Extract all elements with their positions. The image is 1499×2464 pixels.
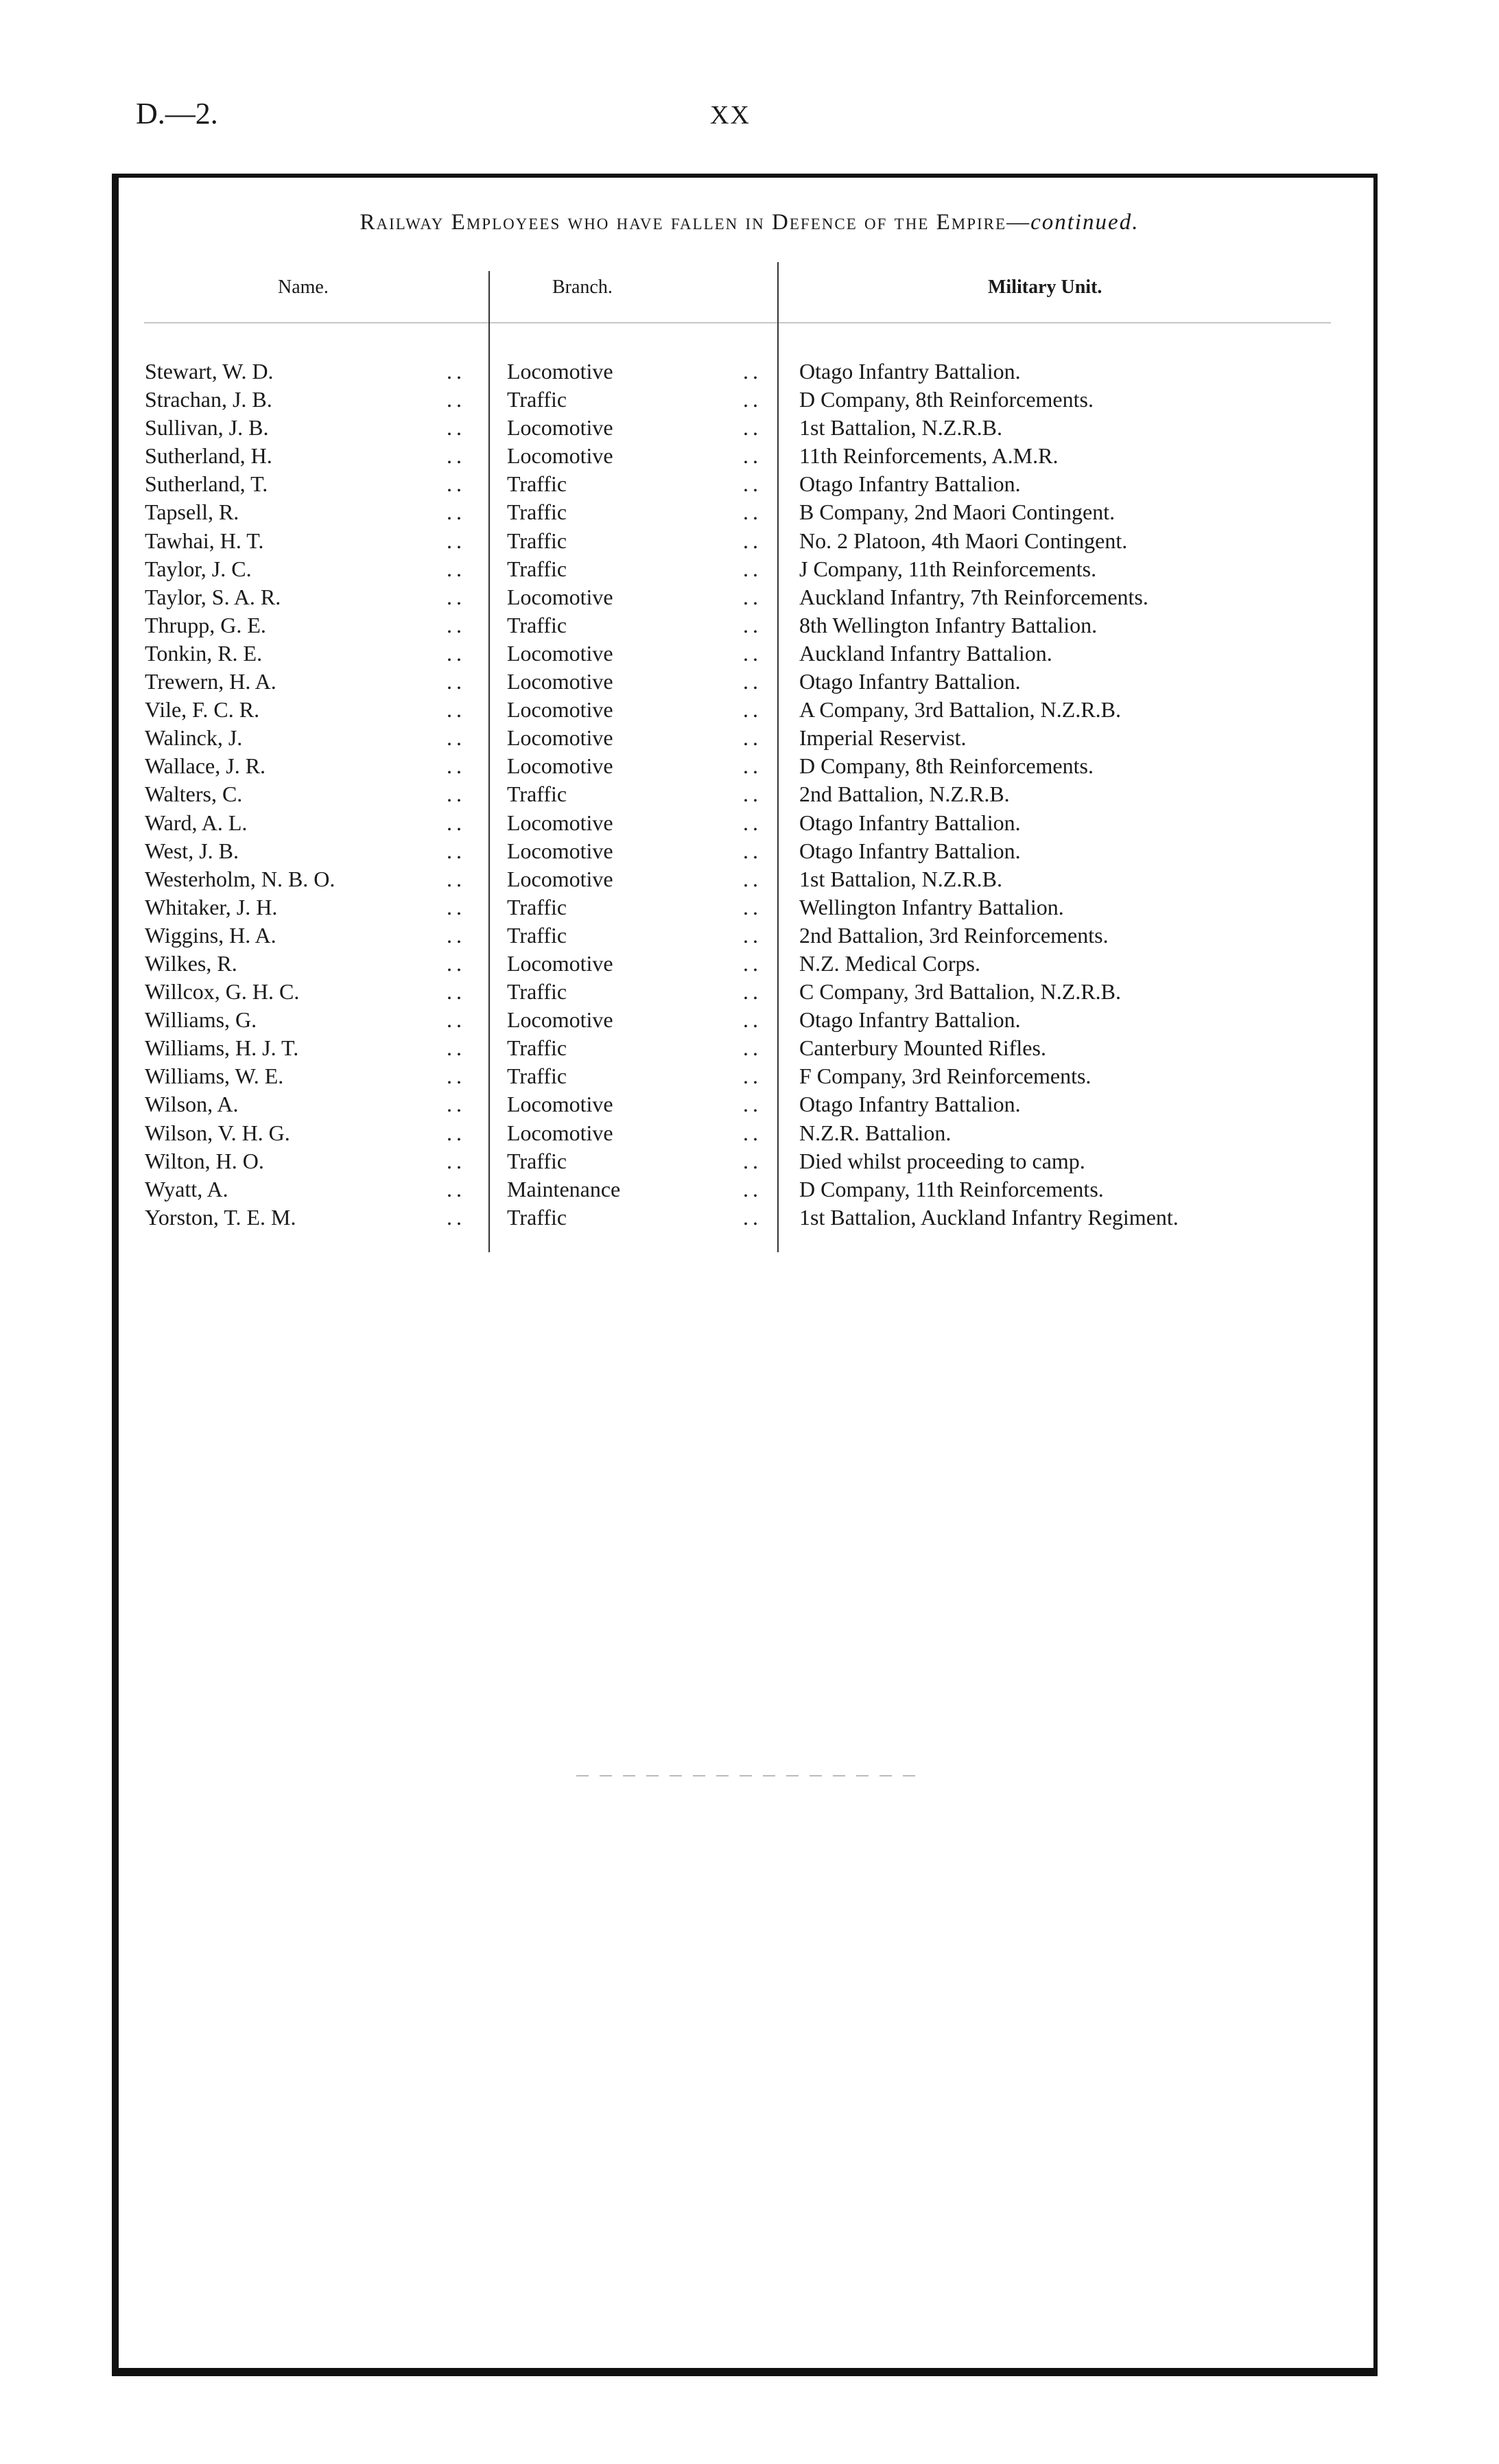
employee-branch: Traffic bbox=[507, 1035, 567, 1061]
military-unit: Otago Infantry Battalion. bbox=[799, 810, 1021, 835]
employee-name: Williams, H. J. T. bbox=[145, 1035, 299, 1061]
table-row bbox=[145, 1147, 1366, 1175]
employee-branch: Locomotive bbox=[507, 1120, 613, 1145]
leader-dots: .. bbox=[447, 359, 466, 384]
employee-name: Vile, F. C. R. bbox=[145, 697, 260, 723]
employee-name: Taylor, J. C. bbox=[145, 556, 252, 581]
leader-dots: .. bbox=[447, 1064, 466, 1089]
leader-dots: .. bbox=[447, 922, 466, 948]
leader-dots: .. bbox=[743, 979, 762, 1005]
leader-dots: .. bbox=[743, 1092, 762, 1117]
leader-dots: .. bbox=[447, 387, 466, 412]
table-title-main: Railway Employees who have fallen in Defence of the Empire— bbox=[359, 210, 1031, 235]
employee-branch: Traffic bbox=[507, 471, 567, 497]
employee-branch: Locomotive bbox=[507, 725, 613, 751]
employee-branch: Locomotive bbox=[507, 753, 613, 779]
employee-branch: Locomotive bbox=[507, 415, 613, 441]
military-unit: N.Z.R. Battalion. bbox=[799, 1120, 952, 1145]
column-header-unit: Military Unit. bbox=[988, 277, 1102, 298]
table-title bbox=[0, 210, 1499, 235]
table-row bbox=[145, 1034, 1366, 1062]
employee-branch: Traffic bbox=[507, 528, 567, 553]
leader-dots: .. bbox=[447, 1092, 466, 1117]
military-unit: Otago Infantry Battalion. bbox=[799, 471, 1021, 497]
leader-dots: .. bbox=[447, 669, 466, 694]
employee-branch: Traffic bbox=[507, 782, 567, 807]
employee-branch: Traffic bbox=[507, 556, 567, 581]
leader-dots: .. bbox=[447, 556, 466, 581]
table-row bbox=[145, 1175, 1366, 1204]
military-unit: 1st Battalion, Auckland Infantry Regiment. bbox=[799, 1204, 1179, 1230]
employee-name: Willcox, G. H. C. bbox=[145, 979, 300, 1005]
leader-dots: .. bbox=[743, 1120, 762, 1145]
employee-branch: Traffic bbox=[507, 387, 567, 412]
employee-name: Whitaker, J. H. bbox=[145, 894, 278, 919]
document-reference: D.—2. bbox=[136, 97, 218, 130]
table-row bbox=[145, 640, 1366, 668]
leader-dots: .. bbox=[743, 894, 762, 919]
military-unit: Auckland Infantry Battalion. bbox=[799, 640, 1052, 666]
leader-dots: .. bbox=[447, 810, 466, 835]
table-row bbox=[145, 527, 1366, 555]
leader-dots: .. bbox=[447, 782, 466, 807]
table-row bbox=[145, 555, 1366, 583]
leader-dots: .. bbox=[447, 1120, 466, 1145]
employee-branch: Locomotive bbox=[507, 443, 613, 469]
military-unit: D Company, 8th Reinforcements. bbox=[799, 387, 1094, 412]
military-unit: D Company, 11th Reinforcements. bbox=[799, 1176, 1104, 1201]
table-row bbox=[145, 893, 1366, 922]
table-row bbox=[145, 1090, 1366, 1118]
employee-branch: Traffic bbox=[507, 894, 567, 919]
table-row bbox=[145, 414, 1366, 442]
employee-name: West, J. B. bbox=[145, 838, 239, 863]
employee-name: Walinck, J. bbox=[145, 725, 243, 751]
employee-name: Sutherland, H. bbox=[145, 443, 272, 469]
table-row bbox=[145, 865, 1366, 893]
leader-dots: .. bbox=[743, 471, 762, 497]
table-row bbox=[145, 1006, 1366, 1034]
military-unit: Auckland Infantry, 7th Reinforcements. bbox=[799, 584, 1148, 609]
table-row bbox=[145, 696, 1366, 724]
leader-dots: .. bbox=[743, 922, 762, 948]
leader-dots: .. bbox=[743, 810, 762, 835]
table-row bbox=[145, 724, 1366, 752]
leader-dots: .. bbox=[743, 1007, 762, 1033]
employee-branch: Locomotive bbox=[507, 866, 613, 891]
table-title-continued: continued. bbox=[1030, 210, 1140, 235]
employee-name: Wiggins, H. A. bbox=[145, 922, 276, 948]
employee-branch: Locomotive bbox=[507, 950, 613, 976]
leader-dots: .. bbox=[447, 1007, 466, 1033]
employee-name: Williams, G. bbox=[145, 1007, 257, 1033]
employee-name: Wallace, J. R. bbox=[145, 753, 266, 779]
employee-name: Wilson, A. bbox=[145, 1092, 239, 1117]
table-row bbox=[145, 809, 1366, 837]
military-unit: D Company, 8th Reinforcements. bbox=[799, 753, 1094, 779]
column-header-name: Name. bbox=[278, 277, 329, 298]
military-unit: Otago Infantry Battalion. bbox=[799, 1007, 1021, 1033]
employee-name: Trewern, H. A. bbox=[145, 669, 276, 694]
table-row bbox=[145, 442, 1366, 470]
leader-dots: .. bbox=[743, 1148, 762, 1173]
military-unit: Otago Infantry Battalion. bbox=[799, 669, 1021, 694]
table-row bbox=[145, 1062, 1366, 1090]
employee-branch: Locomotive bbox=[507, 838, 613, 863]
military-unit: Wellington Infantry Battalion. bbox=[799, 894, 1064, 919]
leader-dots: .. bbox=[447, 500, 466, 525]
leader-dots: .. bbox=[743, 612, 762, 637]
employee-name: Sutherland, T. bbox=[145, 471, 268, 497]
military-unit: Imperial Reservist. bbox=[799, 725, 967, 751]
leader-dots: .. bbox=[743, 725, 762, 751]
table-row bbox=[145, 922, 1366, 950]
employee-branch: Traffic bbox=[507, 922, 567, 948]
military-unit: 2nd Battalion, N.Z.R.B. bbox=[799, 782, 1010, 807]
employee-branch: Traffic bbox=[507, 1064, 567, 1089]
column-header-branch: Branch. bbox=[552, 277, 613, 298]
leader-dots: .. bbox=[447, 753, 466, 779]
employee-branch: Locomotive bbox=[507, 697, 613, 723]
employee-name: Tapsell, R. bbox=[145, 500, 239, 525]
leader-dots: .. bbox=[447, 725, 466, 751]
leader-dots: .. bbox=[743, 415, 762, 441]
table-row bbox=[145, 611, 1366, 640]
employee-name: Wyatt, A. bbox=[145, 1176, 228, 1201]
leader-dots: .. bbox=[743, 584, 762, 609]
leader-dots: .. bbox=[743, 669, 762, 694]
leader-dots: .. bbox=[447, 838, 466, 863]
employee-branch: Traffic bbox=[507, 979, 567, 1005]
employee-name: Thrupp, G. E. bbox=[145, 612, 266, 637]
employee-name: Stewart, W. D. bbox=[145, 359, 274, 384]
leader-dots: .. bbox=[743, 528, 762, 553]
leader-dots: .. bbox=[447, 1035, 466, 1061]
military-unit: N.Z. Medical Corps. bbox=[799, 950, 980, 976]
employee-name: Wilton, H. O. bbox=[145, 1148, 264, 1173]
military-unit: No. 2 Platoon, 4th Maori Contingent. bbox=[799, 528, 1128, 553]
military-unit: 1st Battalion, N.Z.R.B. bbox=[799, 866, 1002, 891]
leader-dots: .. bbox=[743, 1064, 762, 1089]
employee-branch: Locomotive bbox=[507, 810, 613, 835]
table-row bbox=[145, 470, 1366, 498]
leader-dots: .. bbox=[447, 443, 466, 469]
employee-name: Taylor, S. A. R. bbox=[145, 584, 281, 609]
military-unit: 2nd Battalion, 3rd Reinforcements. bbox=[799, 922, 1109, 948]
leader-dots: .. bbox=[743, 753, 762, 779]
leader-dots: .. bbox=[743, 359, 762, 384]
military-unit: F Company, 3rd Reinforcements. bbox=[799, 1064, 1091, 1089]
military-unit: C Company, 3rd Battalion, N.Z.R.B. bbox=[799, 979, 1122, 1005]
employee-name: Tawhai, H. T. bbox=[145, 528, 264, 553]
leader-dots: .. bbox=[447, 528, 466, 553]
header-rule bbox=[144, 322, 1331, 323]
employee-branch: Locomotive bbox=[507, 359, 613, 384]
military-unit: 8th Wellington Infantry Battalion. bbox=[799, 612, 1098, 637]
leader-dots: .. bbox=[447, 471, 466, 497]
leader-dots: .. bbox=[447, 1176, 466, 1201]
leader-dots: .. bbox=[743, 443, 762, 469]
print-smudge-mark bbox=[576, 1775, 919, 1776]
employee-name: Strachan, J. B. bbox=[145, 387, 272, 412]
employee-name: Westerholm, N. B. O. bbox=[145, 866, 335, 891]
military-unit: Died whilst proceeding to camp. bbox=[799, 1148, 1085, 1173]
employee-branch: Maintenance bbox=[507, 1176, 621, 1201]
leader-dots: .. bbox=[743, 640, 762, 666]
table-row bbox=[145, 357, 1366, 386]
leader-dots: .. bbox=[743, 500, 762, 525]
employee-name: Sullivan, J. B. bbox=[145, 415, 269, 441]
military-unit: J Company, 11th Reinforcements. bbox=[799, 556, 1097, 581]
table-row bbox=[145, 837, 1366, 865]
leader-dots: .. bbox=[743, 866, 762, 891]
table-row bbox=[145, 1119, 1366, 1147]
military-unit: Canterbury Mounted Rifles. bbox=[799, 1035, 1046, 1061]
employee-branch: Traffic bbox=[507, 500, 567, 525]
leader-dots: .. bbox=[743, 1204, 762, 1230]
employee-name: Wilkes, R. bbox=[145, 950, 237, 976]
employee-branch: Traffic bbox=[507, 612, 567, 637]
military-unit: A Company, 3rd Battalion, N.Z.R.B. bbox=[799, 697, 1122, 723]
employee-name: Williams, W. E. bbox=[145, 1064, 284, 1089]
employee-branch: Traffic bbox=[507, 1204, 567, 1230]
military-unit: Otago Infantry Battalion. bbox=[799, 359, 1021, 384]
leader-dots: .. bbox=[743, 387, 762, 412]
leader-dots: .. bbox=[743, 697, 762, 723]
table-row bbox=[145, 668, 1366, 696]
leader-dots: .. bbox=[447, 415, 466, 441]
leader-dots: .. bbox=[743, 1176, 762, 1201]
leader-dots: .. bbox=[743, 556, 762, 581]
employee-branch: Traffic bbox=[507, 1148, 567, 1173]
leader-dots: .. bbox=[447, 979, 466, 1005]
military-unit: 1st Battalion, N.Z.R.B. bbox=[799, 415, 1002, 441]
military-unit: Otago Infantry Battalion. bbox=[799, 838, 1021, 863]
employee-branch: Locomotive bbox=[507, 1007, 613, 1033]
employee-branch: Locomotive bbox=[507, 669, 613, 694]
leader-dots: .. bbox=[447, 866, 466, 891]
leader-dots: .. bbox=[447, 584, 466, 609]
table-row bbox=[145, 780, 1366, 808]
employee-name: Walters, C. bbox=[145, 782, 243, 807]
table-row bbox=[145, 752, 1366, 780]
leader-dots: .. bbox=[743, 950, 762, 976]
table-row bbox=[145, 583, 1366, 611]
employee-branch: Locomotive bbox=[507, 640, 613, 666]
leader-dots: .. bbox=[447, 612, 466, 637]
table-body bbox=[145, 357, 1366, 1232]
leader-dots: .. bbox=[447, 640, 466, 666]
employee-name: Wilson, V. H. G. bbox=[145, 1120, 290, 1145]
leader-dots: .. bbox=[743, 1035, 762, 1061]
table-row bbox=[145, 950, 1366, 978]
employee-branch: Locomotive bbox=[507, 1092, 613, 1117]
leader-dots: .. bbox=[743, 838, 762, 863]
table-row bbox=[145, 498, 1366, 526]
employee-name: Tonkin, R. E. bbox=[145, 640, 263, 666]
employee-name: Yorston, T. E. M. bbox=[145, 1204, 296, 1230]
leader-dots: .. bbox=[447, 894, 466, 919]
military-unit: 11th Reinforcements, A.M.R. bbox=[799, 443, 1059, 469]
table-row bbox=[145, 978, 1366, 1006]
table-row bbox=[145, 386, 1366, 414]
leader-dots: .. bbox=[447, 1204, 466, 1230]
leader-dots: .. bbox=[447, 697, 466, 723]
military-unit: Otago Infantry Battalion. bbox=[799, 1092, 1021, 1117]
leader-dots: .. bbox=[447, 1148, 466, 1173]
employee-name: Ward, A. L. bbox=[145, 810, 248, 835]
leader-dots: .. bbox=[447, 950, 466, 976]
military-unit: B Company, 2nd Maori Contingent. bbox=[799, 500, 1116, 525]
page-number: XX bbox=[710, 101, 751, 130]
employee-branch: Locomotive bbox=[507, 584, 613, 609]
table-row bbox=[145, 1204, 1366, 1232]
leader-dots: .. bbox=[743, 782, 762, 807]
